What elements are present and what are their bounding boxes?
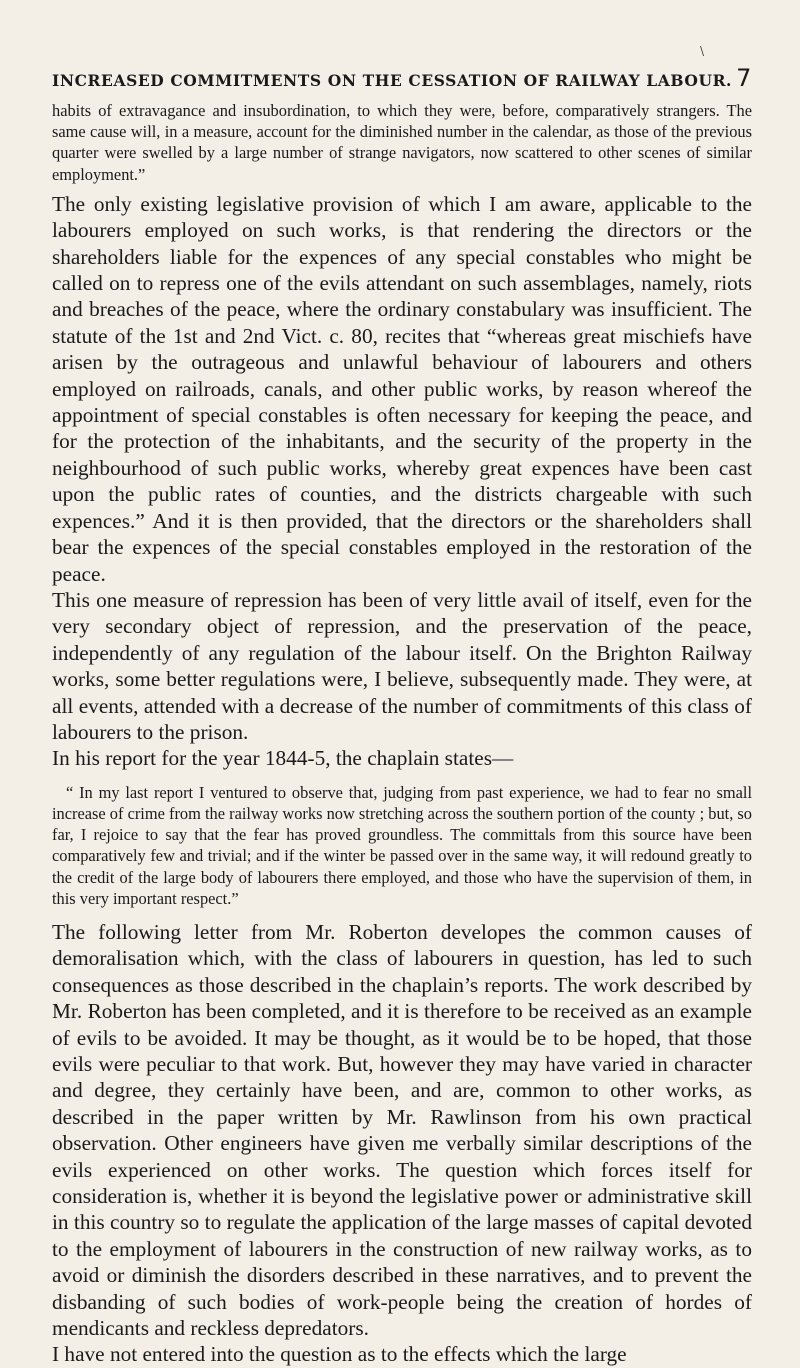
document-page — [52, 40, 752, 1368]
paragraph-roberton-letter: The following letter from Mr. Roberton developes the common causes of demoralisation which, with the class of labourers in question, has led to such consequences as those described in the chaplain’s reports. The work described by Mr. Roberton has been completed, and it is therefore to be received as an example of evils to be avoided. It may be thought, as it would be to be hoped, that those evils were peculiar to that work. But, however they may have varied in character and degree, they certainly have been, and are, common to other works, as described in the paper written by Mr. Rawlinson from his own practical observation. Other engineers have given me verbally similar descriptions of the evils experienced on other works. The question which forces itself for consideration is, whether it is beyond the legislative power or administrative skill in this country so to regulate the application of the large masses of capital devoted to the employment of labourers in the construction of new railway works, as to avoid or diminish the disorders described in these narratives, and to prevent the disbanding of such bodies of work-people being the creation of hordes of mendicants and reckless depredators. — [52, 919, 752, 1341]
paragraph-legislative-provision: The only existing legislative provision of which I am aware, applicable to the labourers employed on such works, is that rendering the directors or the shareholders liable for the expences of any special constables who might be called on to repress one of the evils attendant on such assemblages, namely, riots and breaches of the peace, where the ordinary constabulary was insufficient. The statute of the 1st and 2nd Vict. c. 80, recites that “whereas great mischiefs have arisen by the outrageous and unlawful behaviour of labourers and others employed on railroads, canals, and other public works, by reason whereof the appointment of special constables is often necessary for keeping the peace, and for the protection of the inhabitants, and the security of the property in the neighbourhood of such public works, whereby great expences have been cast upon the public rates of counties, and the districts chargeable with such expences.” And it is then provided, that the directors or the shareholders shall bear the expences of the special constables employed in the restoration of the peace. — [52, 191, 752, 586]
paragraph-chaplain-intro: In his report for the year 1844-5, the chaplain states— — [52, 746, 514, 771]
page-number: 7 — [736, 64, 752, 92]
running-head — [52, 64, 752, 92]
paragraph-repression: This one measure of repression has been of very little avail of itself, even for the very secondary object of repression, and the preservation of the peace, independently of any regulation of the labour itself. On the Brighton Railway works, some better regulations were, I believe, subsequently made. They were, at all events, attended with a decrease of the number of commitments of this class of labourers to the prison. — [52, 587, 752, 744]
chaplain-quote: “ In my last report I ventured to observe that, judging from past experience, we had to fear no small increase of crime from the railway works now stretching across the southern portion of the county ; but, so far, I rejoice to say that the fear has proved groundless. The committals from this source have been comparatively few and trivial; and if the winter be passed over in the same way, it will redound greatly to the credit of the large body of labourers there employed, and those who have the supervision of them, in this very important respect.” — [52, 782, 752, 908]
paragraph-closing: I have not entered into the question as to the effects which the large — [52, 1342, 627, 1367]
continuation-paragraph: habits of extravagance and insubordination, to which they were, before, comparatively strangers. The same cause will, in a measure, account for the diminished number in the calendar, as those of the previous quarter were swelled by a large number of strange navigators, now scattered to other scenes of similar employment.” — [52, 101, 752, 184]
running-head-title: INCREASED COMMITMENTS ON THE CESSATION OF RAILWAY LABOUR. — [52, 71, 733, 90]
margin-mark: \ — [700, 44, 705, 58]
